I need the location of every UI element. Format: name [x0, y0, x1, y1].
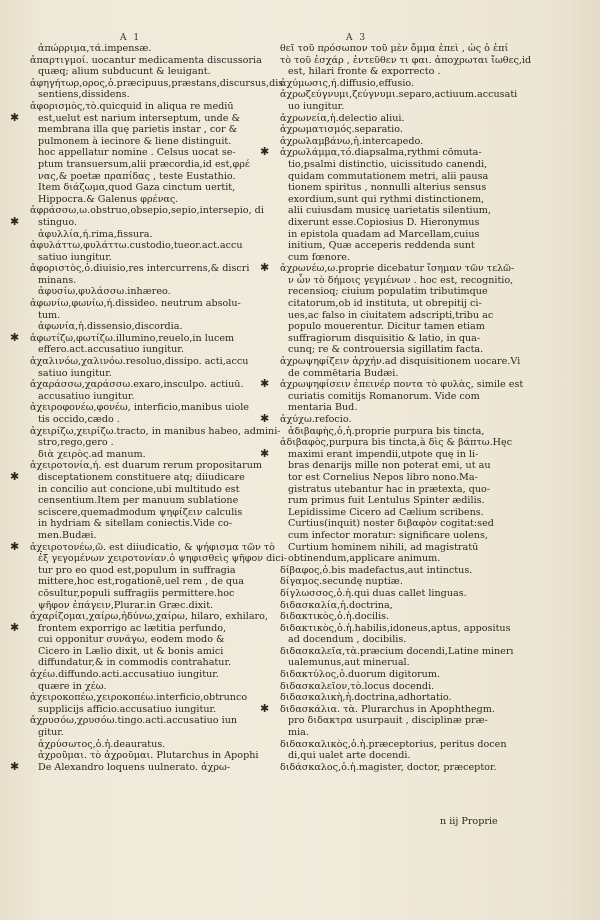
- left-column-line: [30, 727, 292, 739]
- left-column-header: A 1: [120, 33, 142, 43]
- line-text: ἀφηγήτωρ,ορος,ὁ.præcipuus,præstans,discursus,dis: [30, 77, 284, 89]
- line-text: stro,rego,gero .: [38, 437, 114, 449]
- right-column-line: [280, 727, 572, 739]
- marginal-asterisk-icon: ✱: [10, 759, 20, 773]
- right-column-line: [280, 715, 572, 727]
- line-text: θεῖ τοῦ πρόσωπον τοῦ μὲν ὄμμα ἐπεὶ , ὡς ὁ ἐπί: [280, 43, 509, 54]
- left-column-line: [30, 43, 292, 55]
- marginal-asterisk-icon: ✱: [10, 539, 20, 553]
- line-text: διδάσκαλος,ὁ.ἡ.magister, doctor, præceptor.: [280, 761, 497, 773]
- marginal-asterisk-icon: ✱: [260, 701, 270, 715]
- right-column-line: [280, 460, 572, 472]
- line-text: ἀφυλάττω,φυλάττω.custodio,tueor.act.accu: [30, 240, 243, 252]
- left-column-line: [30, 344, 292, 356]
- line-text: pulmonem à iecinore & liene distinguit.: [38, 135, 232, 147]
- marginal-asterisk-icon: ✱: [10, 469, 20, 483]
- line-text: est, hilari fronte & exporrecto .: [288, 66, 441, 78]
- right-column-line: [280, 507, 572, 519]
- left-column-line: [30, 263, 292, 275]
- line-text: disceptationem constituere atq; diiudicare: [38, 471, 245, 483]
- left-column-line: [30, 600, 292, 612]
- line-text: διδασκαλία,ἡ.doctrina,: [280, 599, 393, 611]
- line-text: hoc appellatur nomine . Celsus uocat se-: [38, 147, 236, 159]
- left-column-line: [30, 101, 292, 113]
- line-text: tor est Cornelius Nepos libro nono.Ma-: [288, 471, 478, 483]
- left-column-line: [10, 110, 292, 125]
- right-column-line: [280, 402, 572, 414]
- line-text: ἀχειροφονέω,φονέω, interficio,manibus uiole: [30, 402, 249, 414]
- right-column-line: [280, 89, 572, 101]
- line-text: διὰ χειρὸς.ad manum.: [38, 448, 146, 460]
- right-column-line: [280, 205, 572, 217]
- right-column-line: [280, 576, 572, 588]
- line-text: Cicero in Lælio dixit, ut & bonis amici: [38, 645, 224, 657]
- line-text: τὸ τοῦ ἐσχάρ , ἐντεῦθεν τι φαι. ἀποχρωται ἴωθες,id: [280, 54, 532, 66]
- line-text: ἀχρωλαμβάνω,ἡ.intercapedo.: [280, 135, 424, 147]
- left-column-line: [30, 136, 292, 148]
- line-text: satiuo iungitur.: [38, 251, 112, 263]
- left-column-line: [10, 214, 292, 229]
- left-column-line: [30, 739, 292, 751]
- left-column-line: [30, 194, 292, 206]
- left-column-line: [30, 55, 292, 67]
- line-text: ἀφωνία,ἡ.dissensio,discordia.: [38, 321, 183, 333]
- line-text: citatorum,ob id instituta, ut obrepitij ci-: [288, 298, 482, 310]
- line-text: ἀδιβαφὸς,purpura bis tincta,à δὶς & βάπτω.Hęc: [280, 437, 513, 449]
- line-text: νας,& poetæ πραπίδας , teste Eustathio.: [38, 170, 236, 182]
- right-column-line: [280, 310, 572, 322]
- left-column-line: [30, 437, 292, 449]
- line-text: de commētaria Budæi.: [288, 367, 399, 379]
- right-column-line: [280, 426, 572, 438]
- right-column-line: [280, 437, 572, 449]
- line-text: ἀχρωψηφίζειν ἀρχήν.ad disquisitionem uocare.Vi: [280, 356, 521, 368]
- line-text: ἀφυσίω,φυλάσσω.inhæreo.: [38, 286, 171, 298]
- right-column-line: [280, 553, 572, 565]
- line-text: curiatis comitijs Romanorum. Vide com: [288, 390, 480, 402]
- right-column-line: [280, 669, 572, 681]
- line-text: διδασκαλικὴ,ἡ.doctrina,adhortatio.: [280, 692, 452, 704]
- line-text: mittere,hoc est,rogationē,uel rem , de qua: [38, 576, 244, 588]
- line-text: ἀχαλινόω,χαλινόω.resoluo,dissipo. acti,accu: [30, 356, 249, 368]
- left-column-line: [30, 565, 292, 577]
- line-text: suffragiorum disquisitio & latio, in qua-: [288, 332, 481, 344]
- right-column-line: [280, 600, 572, 612]
- left-column-line: [30, 750, 292, 762]
- right-column-line: [260, 377, 572, 391]
- left-column-line: [30, 391, 292, 403]
- line-text: effero.act.accusatiuo iungitur.: [38, 344, 184, 356]
- line-text: Hippocra.& Galenus φρένας.: [38, 193, 179, 205]
- left-column-line: [30, 379, 292, 391]
- line-text: alii cuiusdam musicę uarietatis silentium,: [288, 205, 491, 217]
- left-column-line: [30, 611, 292, 623]
- right-column-line: [260, 412, 572, 426]
- line-text: ἀχειρίζω,χειρίζω.tracto, in manibus habeo, admini-: [30, 425, 281, 437]
- left-column-line: [30, 553, 292, 565]
- line-text: in concilio aut concione,ubi multitudo est: [38, 483, 240, 495]
- left-column-line: [30, 89, 292, 101]
- line-text: ἀχειροτονέω,ῶ. est diiudicatio, & ψήφισμα τῶν τὸ: [30, 541, 275, 553]
- signature-mark: n iij Proprie: [440, 816, 498, 827]
- line-text: ἀφωτίζω,φωτίζω.illumino,reuelo,in lucem: [30, 332, 235, 344]
- left-column-line: [30, 484, 292, 496]
- left-column-line: [30, 669, 292, 681]
- left-column: [10, 43, 292, 773]
- line-text: διδακτικὸς,ὁ.ἡ.habilis,idoneus,aptus, appositus: [280, 622, 511, 634]
- left-column-line: [30, 124, 292, 136]
- line-text: est,uelut est narium interseptum, unde &: [38, 112, 241, 124]
- marginal-asterisk-icon: ✱: [10, 330, 20, 344]
- line-text: ἀφωνίω,φωνίω,ή.dissideo. neutrum absolu-: [30, 298, 241, 310]
- line-text: De Alexandro loquens uulnerato. ἀχρω-: [38, 761, 231, 773]
- right-column-line: [280, 565, 572, 577]
- right-column-line: [280, 368, 572, 380]
- right-column-line: [280, 391, 572, 403]
- right-column-line: [280, 113, 572, 125]
- line-text: in hydriam & sitellam coniectis.Vide co-: [38, 518, 233, 530]
- line-text: uo iungitur.: [288, 100, 345, 112]
- line-text: ἀχαρίζομαι,χαίρω,ἠδύνω,χαίρω, hilaro, exhilaro,: [30, 611, 268, 623]
- line-text: ἀπαρτιγμοί. uocantur medicamenta discussoria: [30, 54, 262, 66]
- left-column-line: [10, 330, 292, 345]
- left-column-line: [30, 692, 292, 704]
- right-column-line: [280, 124, 572, 136]
- left-column-line: [30, 66, 292, 78]
- line-text: quæq; alium subducunt & leuigant.: [38, 66, 211, 78]
- right-column-line: [280, 692, 572, 704]
- left-column-line: [30, 321, 292, 333]
- line-text: ualemunus,aut minerual.: [288, 657, 410, 669]
- left-column-line: [30, 240, 292, 252]
- right-column-line: [280, 634, 572, 646]
- left-column-line: [30, 530, 292, 542]
- line-text: διδασκαλεῖον,τὸ.locus docendi.: [280, 680, 435, 692]
- line-text: tio,psalmi distinctio, uicissitudo canendi,: [288, 158, 488, 170]
- marginal-asterisk-icon: ✱: [260, 145, 270, 159]
- right-column-line: [280, 194, 572, 206]
- line-text: frontem exporrigo ac lætitia perfundo,: [38, 622, 227, 634]
- left-column-line: [30, 446, 292, 461]
- line-text: ἀχροῦμαι. τὸ ἀχροῦμαι. Plutarchus in Apophi: [38, 750, 259, 762]
- marginal-asterisk-icon: ✱: [260, 446, 270, 460]
- left-column-line: [30, 147, 292, 159]
- line-text: ἀδιβαφὴς,ὁ,ἡ.proprie purpura bis tincta,: [288, 425, 485, 437]
- right-column-line: [280, 298, 572, 310]
- line-text: men.Budæi.: [38, 529, 97, 541]
- line-text: Lepidissime Cicero ad Cælium scribens.: [288, 506, 484, 518]
- line-text: in epistola quadam ad Marcellam,cuius: [288, 228, 480, 240]
- right-column-line: [280, 495, 572, 507]
- line-text: quidam commutationem metri, alii pausa: [288, 170, 489, 182]
- right-column-line: [280, 217, 572, 229]
- line-text: satiuo iungitur.: [38, 367, 112, 379]
- line-text: ἀχειροτονία,ή. est duarum rerum propositarum: [30, 460, 262, 472]
- line-text: maximi erant impendii,utpote quę in li-: [288, 448, 479, 460]
- right-column-line: [260, 261, 572, 275]
- left-column-line: [30, 426, 292, 438]
- left-column-line: [30, 518, 292, 530]
- line-text: Curtium hominem nihili, ad magistratū: [288, 541, 479, 553]
- line-text: δίγαμος.secundę nuptiæ.: [280, 576, 403, 588]
- left-column-line: [30, 368, 292, 380]
- line-text: ἀφορισμὸς,τὸ.quicquid in aliqua re mediū: [30, 100, 234, 112]
- left-column-line: [30, 252, 292, 264]
- line-text: ἀχρωνεία,ἡ.delectio aliui.: [280, 112, 405, 124]
- left-column-line: [30, 310, 292, 322]
- line-text: Item διάζωμα,quod Gaza cinctum uertit,: [38, 182, 236, 194]
- line-text: ἀπώρριμα,τά.impensæ.: [38, 43, 152, 54]
- line-text: ἀχέω.diffundo.acti.accusatiuo iungitur.: [30, 669, 219, 681]
- left-column-line: [30, 646, 292, 658]
- left-column-line: [30, 715, 292, 727]
- right-column-line: [280, 518, 572, 530]
- right-column-line: [280, 252, 572, 264]
- right-column-line: [280, 229, 572, 241]
- left-column-line: [30, 78, 292, 90]
- line-text: ἀχρωνέω,ω.proprie dicebatur ἴσημαν τῶν τελῶ-: [280, 263, 515, 275]
- right-column-line: [280, 171, 572, 183]
- line-text: ad docendum , docibilis.: [288, 634, 407, 646]
- right-column-line: [280, 762, 572, 774]
- right-column-line: [280, 484, 572, 496]
- line-text: supplicijs afficio.accusatiuo iungitur.: [38, 703, 217, 715]
- right-column-line: [280, 240, 572, 252]
- left-column-line: [30, 298, 292, 310]
- line-text: sentiens,dissidens.: [38, 89, 130, 101]
- left-column-line: [30, 205, 292, 217]
- right-column-line: [280, 542, 572, 554]
- line-text: tum.: [38, 309, 61, 321]
- line-text: tis occido,cædo .: [38, 414, 120, 425]
- line-text: διδασκαλικὸς,ὁ.ἡ.præceptorius, peritus docen: [280, 738, 507, 750]
- marginal-asterisk-icon: ✱: [10, 110, 20, 124]
- right-column-line: [260, 446, 572, 461]
- left-column-line: [10, 469, 292, 484]
- left-column-line: [30, 460, 292, 472]
- line-text: ἀχαράσσω,χαράσσω.exaro,insculpo. actiuū.: [30, 379, 244, 391]
- right-column-line: [280, 66, 572, 78]
- marginal-asterisk-icon: ✱: [10, 214, 20, 228]
- right-column-line: [280, 159, 572, 171]
- line-text: ἀχρωζεύγνυμι,ζεύγνυμι.separo,actiuum.accusati: [280, 89, 518, 101]
- left-column-line: [30, 576, 292, 588]
- line-text: accusatiuo iungitur.: [38, 390, 135, 402]
- line-text: ν ὧν τὸ δήμοις γεγμένων . hoc est, recognitio,: [288, 274, 514, 286]
- left-column-line: [30, 414, 292, 426]
- line-text: minans.: [38, 274, 77, 286]
- right-column: [260, 43, 572, 773]
- line-text: gistratus utebantur hac in prætexta, quo-: [288, 483, 491, 495]
- right-column-line: [280, 657, 572, 669]
- right-column-line: [280, 344, 572, 356]
- line-text: di,qui ualet arte docendi.: [288, 750, 411, 762]
- line-text: diffundatur,& in commodis contrahatur.: [38, 657, 232, 669]
- left-column-line: [30, 286, 292, 298]
- line-text: ἀφυλλία,ή.rima,fissura.: [38, 228, 153, 240]
- line-text: ἀχρύσωτος,ὁ.ἡ.deauratus.: [38, 738, 166, 750]
- line-text: gitur.: [38, 727, 64, 739]
- right-column-header: A 3: [346, 33, 368, 43]
- line-text: tur pro eo quod est,populum in suffragia: [38, 564, 236, 576]
- marginal-asterisk-icon: ✱: [260, 261, 270, 275]
- line-text: cui opponitur συνάγω, eodem modo &: [38, 634, 225, 646]
- right-column-line: [280, 286, 572, 298]
- line-text: initium, Quæ acceperis reddenda sunt: [288, 240, 475, 252]
- line-text: quære in χέω.: [38, 680, 107, 692]
- line-text: ἐξ γεγομένων χειροτονίαν.ὁ ψηφισθεὶς ψῆφον dici-: [38, 553, 288, 565]
- line-text: rum primus fuit Lentulus Spinter ædilis.: [288, 495, 485, 507]
- line-text: cum infector moratur: significare uolens,: [288, 529, 488, 541]
- right-column-line: [280, 681, 572, 693]
- line-text: obtinendum,applicare animum.: [288, 553, 441, 565]
- left-column-line: [10, 539, 292, 554]
- line-text: διδακτύλος,ὁ.duorum digitorum.: [280, 669, 441, 681]
- left-column-line: [30, 681, 292, 693]
- line-text: tionem spiritus , nonnulli alterius sensus: [288, 182, 487, 194]
- marginal-asterisk-icon: ✱: [10, 620, 20, 634]
- left-column-line: [30, 275, 292, 287]
- line-text: mia.: [288, 727, 309, 739]
- right-column-line: [280, 588, 572, 600]
- marginal-asterisk-icon: ✱: [260, 377, 270, 391]
- right-column-line: [280, 530, 572, 542]
- line-text: ἀφράσσω,ω.obstruo,obsepio,sepio,intersepio, di: [30, 205, 264, 217]
- line-text: dixerunt esse.Copiosius D. Hieronymus: [288, 216, 480, 228]
- left-column-line: [10, 759, 292, 774]
- line-text: bras denarijs mille non poterat emi, ut au: [288, 460, 491, 472]
- left-column-line: [30, 495, 292, 507]
- left-column-line: [30, 634, 292, 646]
- left-column-line: [30, 402, 292, 414]
- line-text: membrana illa quę parietis instar , cor &: [38, 124, 238, 136]
- line-text: διδακτικὸς,ὁ.ἡ.docilis.: [280, 611, 390, 623]
- left-column-line: [30, 701, 292, 716]
- line-text: ἀχύχω.refocio.: [280, 414, 352, 425]
- line-text: ἀχρωματισμός.separatio.: [280, 124, 403, 136]
- left-column-line: [30, 229, 292, 241]
- left-column-line: [30, 159, 292, 171]
- right-column-line: [280, 55, 572, 67]
- left-column-line: [30, 182, 292, 194]
- left-column-line: [30, 507, 292, 519]
- right-column-line: [280, 321, 572, 333]
- marginal-asterisk-icon: ✱: [260, 412, 270, 425]
- right-column-line: [280, 275, 572, 287]
- right-column-line: [280, 646, 572, 658]
- line-text: stinguo.: [38, 216, 78, 228]
- right-column-line: [260, 701, 572, 716]
- right-column-line: [280, 182, 572, 194]
- line-text: ψῆφον ἐπάγειν,Plurar.in Græc.dixit.: [38, 599, 214, 611]
- right-column-line: [280, 750, 572, 762]
- line-text: ptum transuersum,alii præcordia,id est,φρέ: [38, 158, 250, 170]
- line-text: δίγλωσσος,ὁ.ἡ.qui duas callet linguas.: [280, 587, 467, 599]
- line-text: cōsultur,populi suffragiis permittere.hoc: [38, 587, 235, 599]
- line-text: exordium,sunt qui rythmi distinctionem,: [288, 193, 485, 205]
- line-text: mentaria Bud.: [288, 402, 358, 414]
- line-text: δίβαφος,ὁ.bis madefactus,aut intinctus.: [280, 564, 473, 576]
- line-text: ἀχρωψηφίσειν ἐπεινέρ ποντα τὸ φυλὰς, simile est: [280, 379, 524, 391]
- right-column-line: [280, 623, 572, 635]
- left-column-line: [30, 356, 292, 368]
- line-text: pro διδακτρα usurpauit , disciplinæ præ-: [288, 715, 488, 727]
- line-text: ἀχειροκοπέω,χειροκοπέω.interficio,obtrunco: [30, 692, 248, 704]
- right-column-line: [280, 739, 572, 751]
- right-column-line: [280, 136, 572, 148]
- right-column-line: [280, 472, 572, 484]
- right-column-line: [280, 356, 572, 368]
- left-column-line: [30, 171, 292, 183]
- line-text: cum fœnore.: [288, 251, 351, 263]
- line-text: ἀχύμωσις,ή.diffusio,effusio.: [280, 77, 415, 89]
- line-text: ἀχρωλάμμα,τό.diapsalma,rythmi cōmuta-: [280, 147, 482, 159]
- right-column-line: [280, 333, 572, 345]
- left-column-line: [30, 657, 292, 669]
- line-text: διδασκάλια. τὰ. Plurarchus in Apophthegm.: [280, 703, 495, 715]
- line-text: Curtius(inquit) noster διβαφὸν cogitat:sed: [288, 518, 494, 530]
- line-text: ἀφοριστὸς,ὁ.diuisio,res intercurrens,& discri: [30, 263, 250, 275]
- line-text: recensioq; ciuium populatim tributimque: [288, 286, 488, 298]
- right-column-line: [280, 43, 572, 55]
- line-text: populo mouerentur. Dicitur tamen etiam: [288, 321, 485, 333]
- line-text: ἀχρυσόω,χρυσόω.tingo.acti.accusatiuo iun: [30, 715, 238, 727]
- line-text: διδασκαλεῖα,τὰ.præcium docendi,Latine minerı: [280, 645, 514, 657]
- right-column-line: [260, 145, 572, 159]
- right-column-line: [280, 611, 572, 623]
- line-text: censentium.Item per manuum sublatione: [38, 495, 239, 507]
- line-text: sciscere,quemadmodum ψηφίζειν calculis: [38, 506, 243, 518]
- line-text: ues,ac falso in ciuitatem adscripti,tribu ac: [288, 309, 494, 321]
- line-text: cunq; re & controuersia sigillatim facta.: [288, 344, 484, 356]
- left-column-line: [30, 588, 292, 600]
- right-column-line: [280, 101, 572, 113]
- right-column-line: [280, 78, 572, 90]
- left-column-line: [10, 620, 292, 635]
